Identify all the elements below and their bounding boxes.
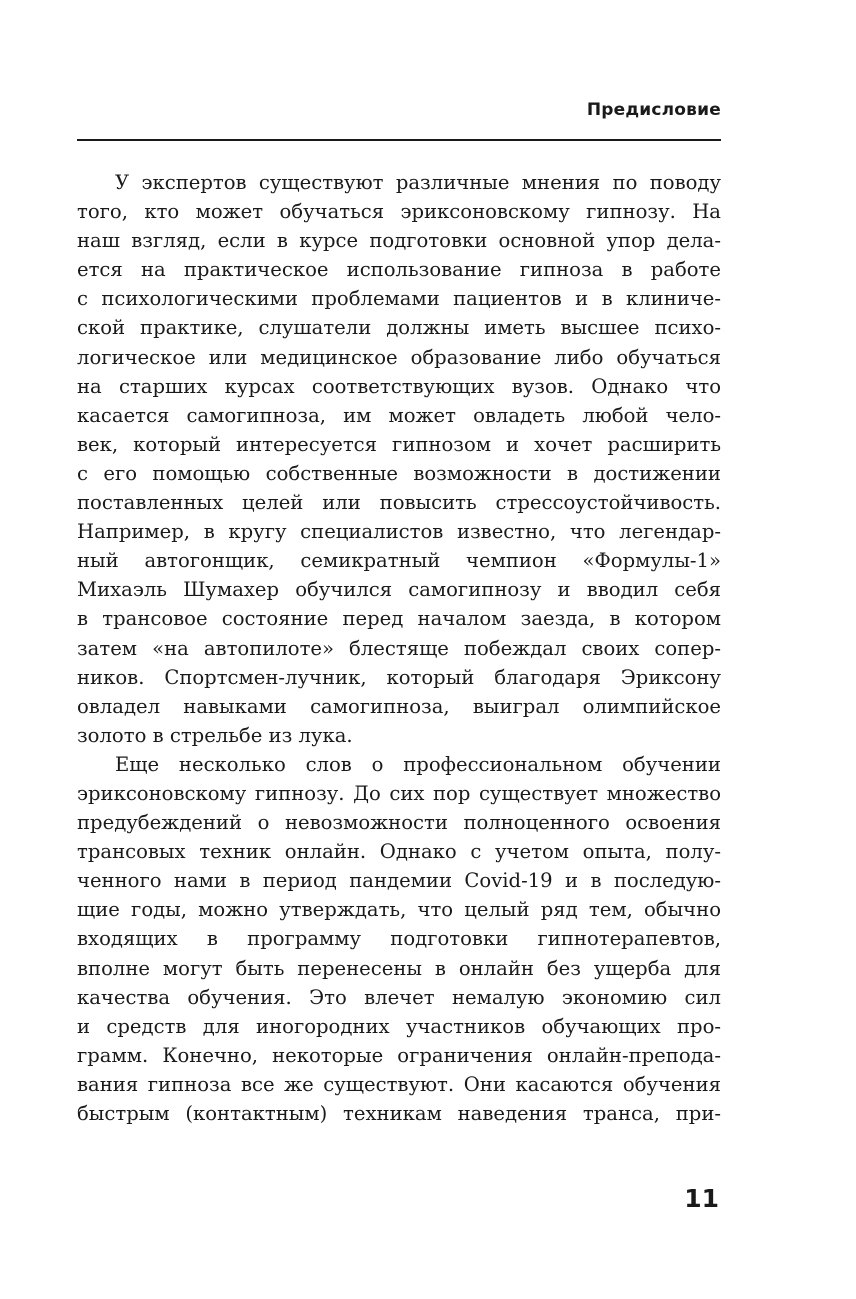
text-line: предубеждений о невозможности полноценного освоения [77, 811, 721, 835]
text-line: наш взгляд, если в курсе подготовки основной упор дела- [77, 229, 721, 253]
text-line: ченного нами в период пандемии Covid-19 и в последую- [77, 869, 721, 893]
body-text [77, 168, 721, 1128]
text-line: качества обучения. Это влечет немалую экономию сил [77, 985, 721, 1009]
paragraph-1 [77, 168, 721, 750]
text-line: век, который интересуется гипнозом и хочет расширить [77, 432, 721, 456]
text-line: золото в стрельбе из лука. [77, 723, 353, 747]
text-line: вполне могут быть перенесены в онлайн без ущерба для [77, 956, 721, 980]
text-line: на старших курсах соответствующих вузов. Однако что [77, 374, 721, 398]
text-line: ный автогонщик, семикратный чемпион «Формулы-1» [77, 549, 721, 573]
text-line: ется на практическое использование гипноза в работе [77, 258, 721, 282]
text-line: Еще несколько слов о профессиональном обучении [115, 752, 721, 776]
text-line: поставленных целей или повысить стрессоустойчивость. [77, 491, 721, 515]
text-line: щие годы, можно утверждать, что целый ряд тем, обычно [77, 898, 721, 922]
text-line: овладел навыками самогипноза, выиграл олимпийское [77, 694, 721, 718]
text-line: быстрым (контактным) техникам наведения транса, при- [77, 1102, 721, 1125]
text-line: ской практике, слушатели должны иметь высшее психо- [77, 316, 721, 340]
text-line: У экспертов существуют различные мнения по поводу [115, 171, 721, 194]
text-line: трансовых техник онлайн. Однако с учетом опыта, полу- [77, 840, 721, 864]
text-line: Михаэль Шумахер обучился самогипнозу и вводил себя [77, 578, 721, 602]
text-line: с психологическими проблемами пациентов и в клиниче- [77, 287, 721, 311]
text-line: вания гипноза все же существуют. Они касаются обучения [77, 1072, 721, 1096]
page-number: 11 [684, 1184, 719, 1213]
text-line: логическое или медицинское образование либо обучаться [77, 345, 721, 369]
text-line: ников. Спортсмен-лучник, который благодаря Эриксону [77, 665, 721, 689]
text-line: Например, в кругу специалистов известно, что легендар- [77, 520, 721, 544]
paragraph-2 [77, 750, 721, 1128]
text-line: грамм. Конечно, некоторые ограничения онлайн-препода- [77, 1043, 721, 1067]
header-rule [77, 139, 721, 141]
text-line: касается самогипноза, им может овладеть любой чело- [77, 403, 721, 427]
text-line: и средств для иногородних участников обучающих про- [77, 1014, 721, 1038]
text-line: затем «на автопилоте» блестяще побеждал своих сопер- [77, 636, 721, 660]
text-line: эриксоновскому гипнозу. До сих пор существует множество [77, 781, 721, 805]
text-line: входящих в программу подготовки гипнотерапевтов, [77, 927, 721, 951]
text-line: с его помощью собственные возможности в достижении [77, 461, 721, 485]
text-line: в трансовое состояние перед началом заезда, в котором [77, 607, 721, 631]
text-line: того, кто может обучаться эриксоновскому гипнозу. На [77, 200, 721, 224]
running-head-title: Предисловие [586, 100, 721, 120]
